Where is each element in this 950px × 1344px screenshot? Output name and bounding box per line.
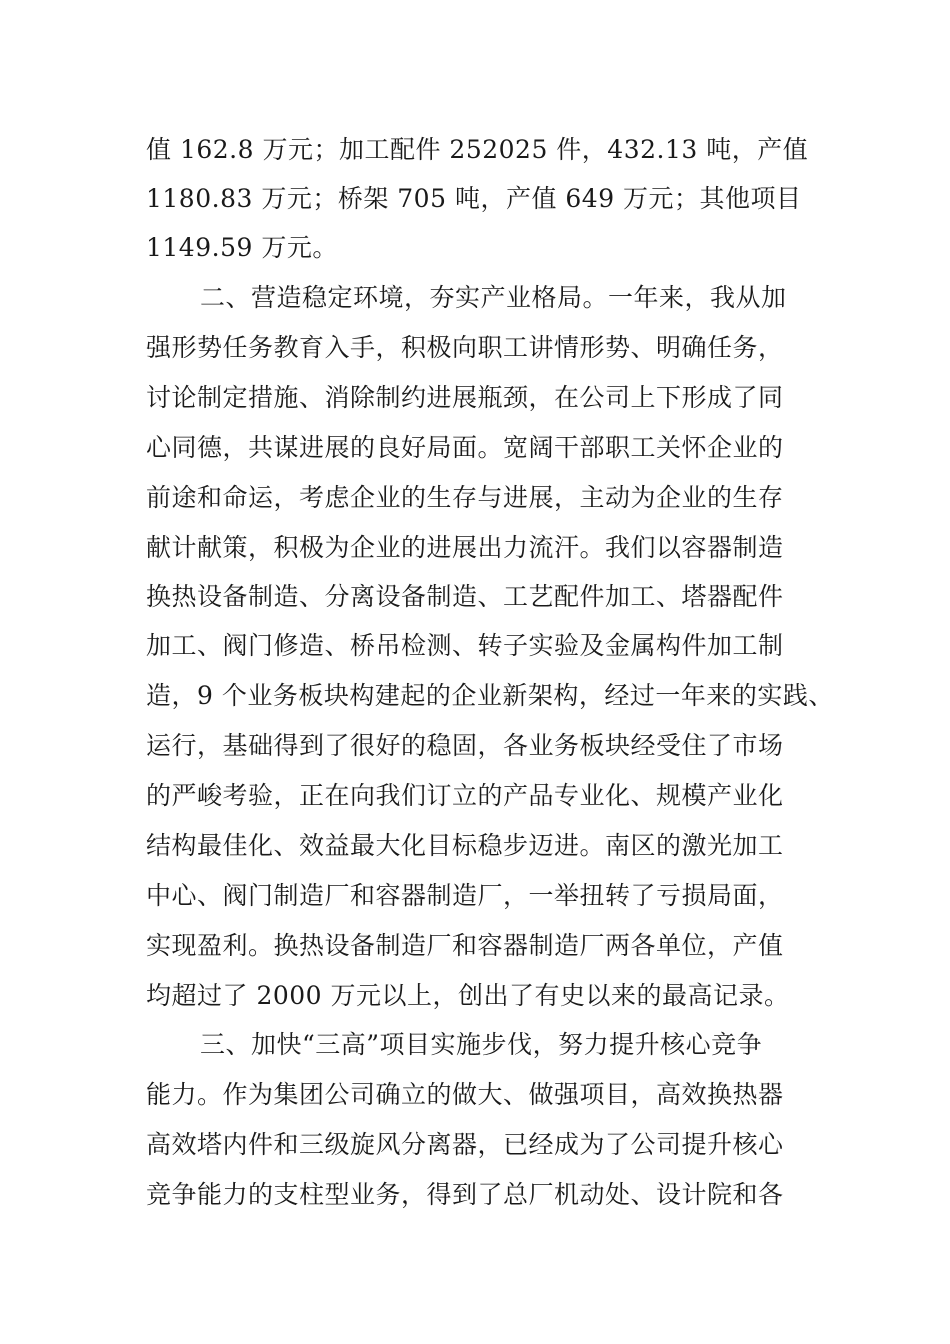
text-line: 强形势任务教育入手，积极向职工讲情形势、明确任务， bbox=[146, 333, 784, 362]
text-line: 的严峻考验，正在向我们订立的产品专业化、规模产业化 bbox=[146, 781, 784, 810]
text-line: 1180.83 万元；桥架 705 吨，产值 649 万元；其他项目 bbox=[146, 184, 802, 213]
text-line: 高效塔内件和三级旋风分离器，已经成为了公司提升核心 bbox=[146, 1130, 784, 1159]
text-line: 值 162.8 万元；加工配件 252025 件，432.13 吨，产值 bbox=[146, 135, 809, 164]
text-line: 讨论制定措施、消除制约进展瓶颈，在公司上下形成了同 bbox=[146, 383, 784, 412]
text-line: 结构最佳化、效益最大化目标稳步迈进。南区的激光加工 bbox=[146, 831, 784, 860]
text-line: 换热设备制造、分离设备制造、工艺配件加工、塔器配件 bbox=[146, 582, 784, 611]
text-line: 造，9 个业务板块构建起的企业新架构，经过一年来的实践、 bbox=[146, 681, 834, 710]
text-line: 心同德，共谋进展的良好局面。宽阔干部职工关怀企业的 bbox=[146, 433, 784, 462]
text-line: 实现盈利。换热设备制造厂和容器制造厂两各单位，产值 bbox=[146, 931, 784, 960]
text-line: 能力。作为集团公司确立的做大、做强项目，高效换热器 bbox=[146, 1080, 784, 1109]
paragraph-start-line: 三、加快“三高”项目实施步伐，努力提升核心竞争 bbox=[200, 1030, 763, 1059]
text-line: 加工、阀门修造、桥吊检测、转子实验及金属构件加工制 bbox=[146, 631, 784, 660]
text-line: 均超过了 2000 万元以上，创出了有史以来的最高记录。 bbox=[146, 981, 790, 1010]
text-line: 运行，基础得到了很好的稳固，各业务板块经受住了市场 bbox=[146, 731, 784, 760]
text-line: 竞争能力的支柱型业务，得到了总厂机动处、设计院和各 bbox=[146, 1180, 784, 1209]
text-line: 前途和命运，考虑企业的生存与进展，主动为企业的生存 bbox=[146, 483, 784, 512]
paragraph-start-line: 二、营造稳定环境，夯实产业格局。一年来，我从加 bbox=[200, 283, 787, 312]
text-line: 献计献策，积极为企业的进展出力流汗。我们以容器制造 bbox=[146, 533, 784, 562]
text-line: 中心、阀门制造厂和容器制造厂，一举扭转了亏损局面， bbox=[146, 881, 784, 910]
text-line: 1149.59 万元。 bbox=[146, 233, 338, 262]
